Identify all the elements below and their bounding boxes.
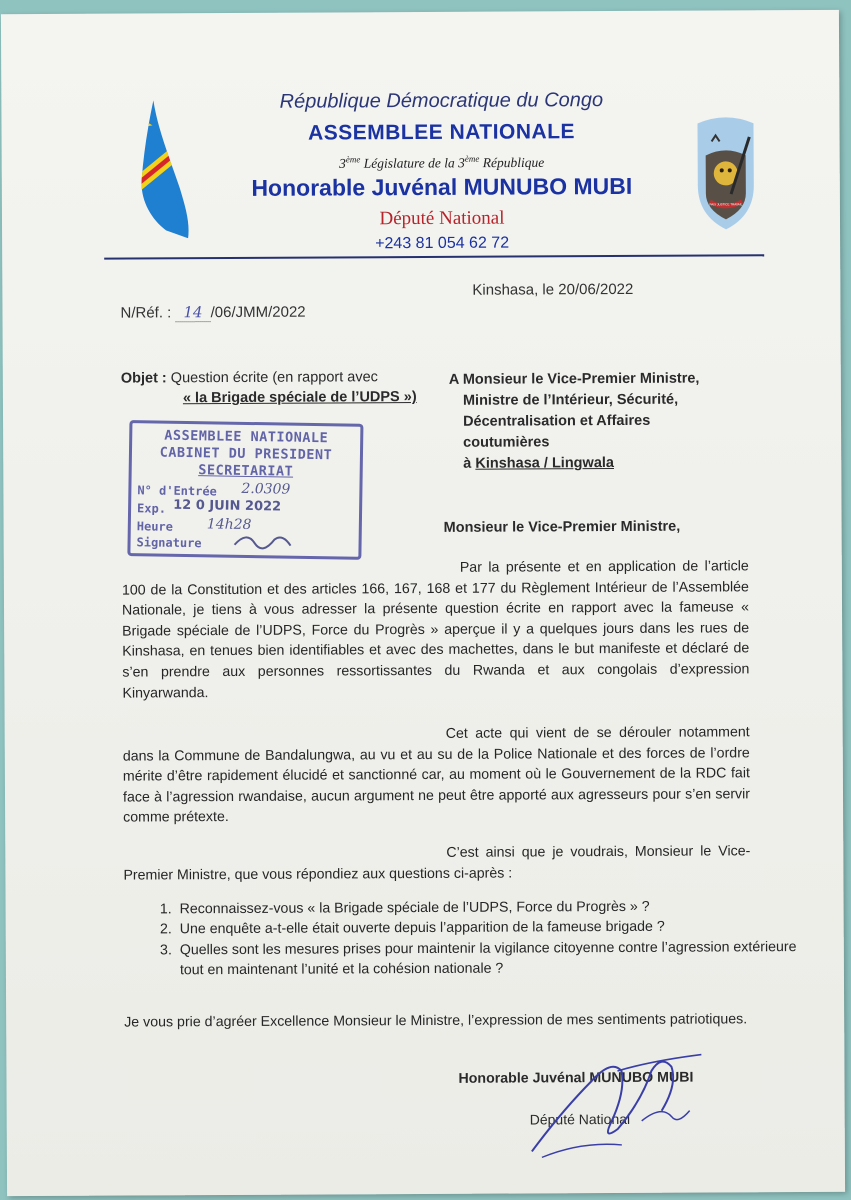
closing-formula: Je vous prie d’agréer Excellence Monsieur le Ministre, l’expression de mes sentiments patriotiques. [124,1011,748,1031]
assembly-name: ASSEMBLEE NATIONALE [307,120,576,145]
recipient-address: A Monsieur le Vice-Premier Ministre, Ministre de l’Intérieur, Sécurité, Décentralisation et Affaires coutumières à Kinshasa / Lingwala [448,370,700,472]
coat-of-arms-emblem [693,115,758,233]
letter-object: Objet : Question écrite (en rapport avec « la Brigade spéciale de l’UDPS ») [120,369,417,407]
paragraph-2: Cet acte qui vient de se dérouler notamment dans la Commune de Bandalungwa, au vu et au su de la Police Nationale et des forces de l’ordre mérite d’être rapidement élucidé et sanctionné car, au moment où le Gouvernement de la RDC fait face à l’agression rwandaise, aucun argument ne peut être apporté aux agresseurs pour s’en servir comme prétexte. [122,724,751,826]
paragraph-3: C’est ainsi que je voudrais, Monsieur le Vice-Premier Ministre, que vous répondiez aux questions ci-après : [123,843,751,884]
handwritten-signature [521,1040,712,1161]
coat-of-arms-motto: PAIX JUSTICE TRAVAIL [709,202,743,207]
signature-name: Honorable Juvénal MUNUBO MUBI [458,1069,694,1087]
letter-page [1,10,845,1196]
salutation: Monsieur le Vice-Premier Ministre, [443,518,681,536]
republic-name: République Démocratique du Congo [279,89,604,113]
reference-handwritten: 14 [175,303,210,322]
list-item: 3. Quelles sont les mesures prises pour maintenir la vigilance citoyenne contre l’agression extérieure tout en maintenant l’unité et la cohésion nationale ? [176,937,806,981]
phone-number: +243 81 054 62 72 [375,234,510,253]
list-item: 1. Reconnaissez-vous « la Brigade spéciale de l’UDPS, Force du Progrès » ? [176,896,806,920]
paragraph-1: Par la présente et en application de l’article 100 de la Constitution et des articles 166, 167, 168 et 177 du Règlement Intérieur de l’Assemblée Nationale, je tiens à vous adresser la présente question écrite en rapport avec la fameuse « Brigade spéciale de l’UDPS, Force du Progrès » aperçue il y a quelques jours dans les rues de Kinshasa, en tenues bien identifiables et avec des machettes, dans le but manifeste et déclaré de s’en prendre aux personnes ressortissantes du Rwanda et aux congolais d’expression Kinyarwanda. [121,558,750,702]
legislature-line: 3ème Législature de la 3ème République [339,153,545,171]
letter-date: Kinshasa, le 20/06/2022 [472,280,634,299]
signature-title: Député National [529,1110,631,1128]
deputy-name: Honorable Juvénal MUNUBO MUBI [251,172,633,201]
questions-list [124,896,806,981]
header-divider [104,254,764,259]
drc-flag [135,98,198,243]
deputy-title: Député National [379,207,505,230]
reception-stamp: ASSEMBLEE NATIONALE CABINET DU PRESIDENT SECRETARIAT N° d'Entrée Exp. Heure Signature 2.0309 12 0 JUIN 2022 14h28 [127,420,363,560]
list-item: 2. Une enquête a-t-elle était ouverte depuis l’apparition de la fameuse brigade ? [176,916,806,940]
reference-number: N/Réf. : 14 /06/JMM/2022 [120,303,306,322]
